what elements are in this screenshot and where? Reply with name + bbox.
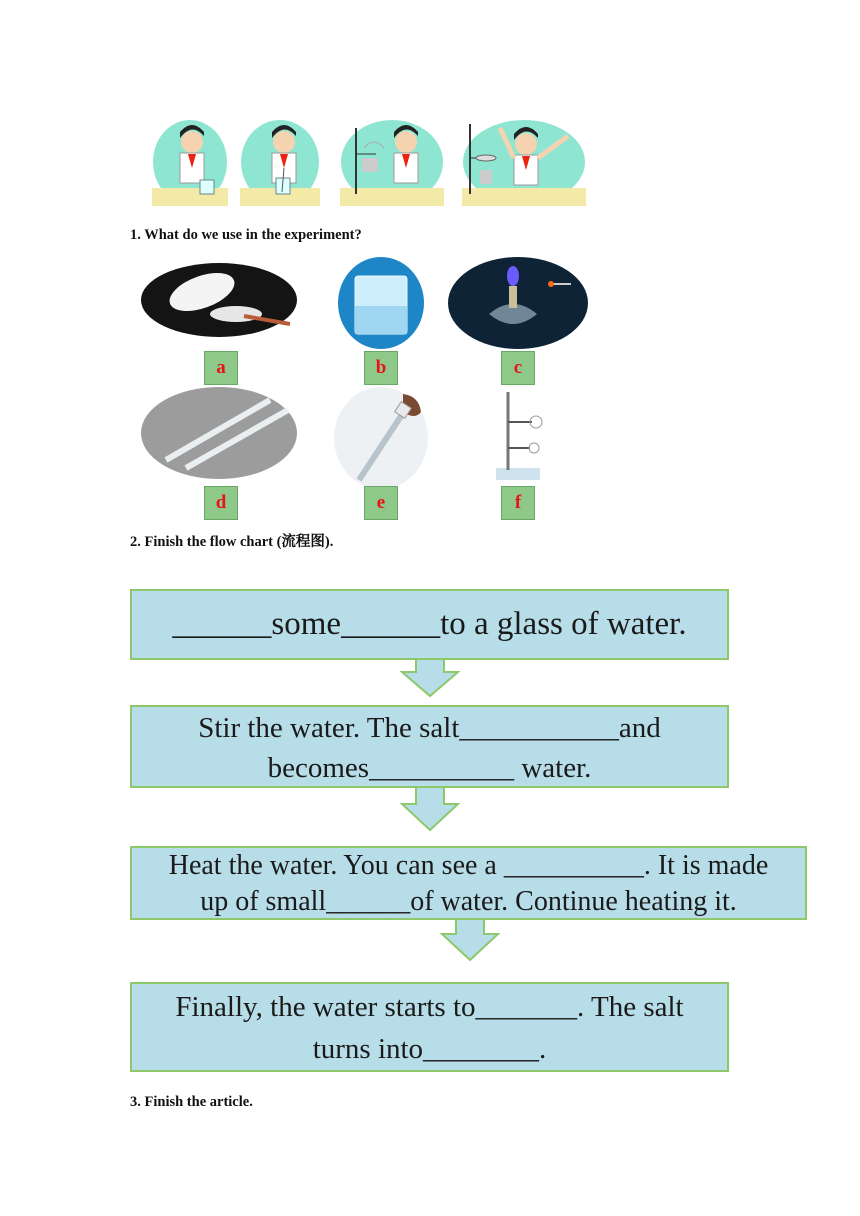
- boy-stirring-illustration: [240, 118, 320, 206]
- flow-step-4-line-2: turns into________.: [312, 1033, 547, 1065]
- flow-step-1: [130, 589, 729, 660]
- question-2: 2. Finish the flow chart (流程图).: [130, 534, 334, 550]
- flow-arrow-down-icon: [400, 786, 460, 832]
- flow-arrow-down-icon: [440, 918, 500, 962]
- flow-step-2-line-2: becomes__________ water.: [267, 752, 592, 784]
- beaker-of-water-image: [337, 256, 425, 355]
- question-1: 1. What do we use in the experiment?: [130, 227, 362, 243]
- flow-step-2: [130, 705, 729, 788]
- label-d: d: [204, 486, 238, 520]
- alcohol-burner-image: [447, 256, 589, 355]
- dropper-image: [333, 386, 429, 495]
- label-a: a: [204, 351, 238, 385]
- flow-arrow-down-icon: [400, 658, 460, 698]
- boy-cheering-illustration: [462, 118, 586, 206]
- boy-adding-salt-illustration: [152, 118, 228, 206]
- flow-step-3-line-1: Heat the water. You can see a __________. It is made: [168, 850, 769, 881]
- salt-bottle-image: [140, 262, 298, 343]
- flow-step-1-text: ______some______to a glass of water.: [172, 606, 687, 642]
- question-3: 3. Finish the article.: [130, 1094, 253, 1110]
- label-c: c: [501, 351, 535, 385]
- flow-step-4-line-1: Finally, the water starts to_______. The salt: [175, 991, 684, 1023]
- label-f: f: [501, 486, 535, 520]
- boy-heating-illustration: [340, 118, 444, 206]
- flow-step-4: [130, 982, 729, 1072]
- label-e: e: [364, 486, 398, 520]
- flow-step-3: [130, 846, 807, 920]
- label-b: b: [364, 351, 398, 385]
- glass-rod-image: [140, 386, 298, 485]
- iron-stand-image: [492, 388, 548, 489]
- flow-step-2-line-1: Stir the water. The salt___________and: [198, 712, 661, 744]
- flow-step-3-line-2: up of small______of water. Continue heating it.: [200, 886, 737, 917]
